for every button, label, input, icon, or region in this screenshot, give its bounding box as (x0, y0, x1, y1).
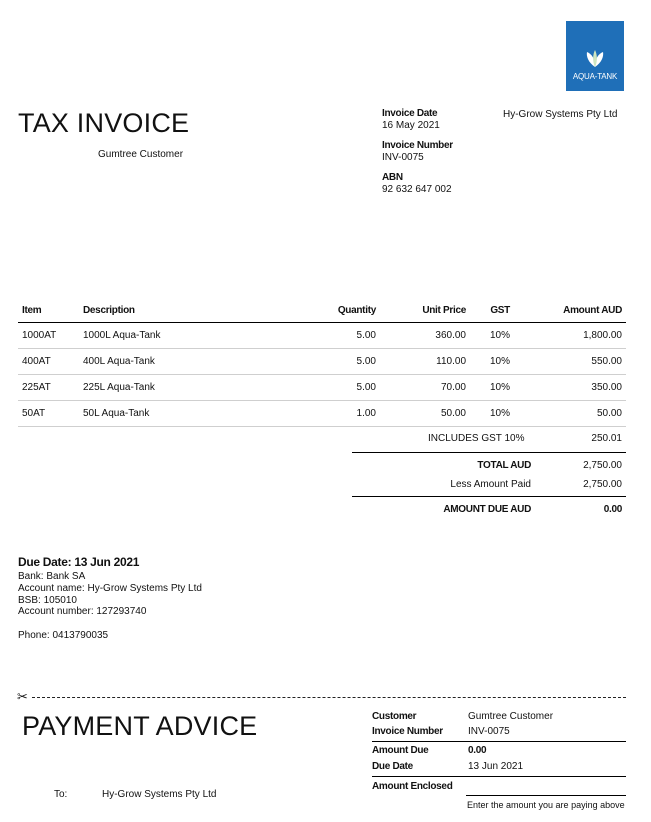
advice-number-label: Invoice Number (372, 726, 443, 737)
cell-quantity: 1.00 (300, 401, 380, 427)
company-logo (566, 21, 624, 91)
invoice-number: INV-0075 (382, 152, 424, 163)
col-quantity: Quantity (300, 300, 380, 323)
due-date: Due Date: 13 Jun 2021 (18, 555, 140, 569)
amount-due-value: 0.00 (603, 504, 622, 515)
advice-amount-due-label: Amount Due (372, 745, 429, 756)
cell-unit-price: 70.00 (380, 375, 470, 401)
col-unit-price: Unit Price (380, 300, 470, 323)
payment-advice-title: PAYMENT ADVICE (22, 711, 258, 741)
table-row (18, 323, 626, 349)
col-item: Item (18, 300, 79, 323)
cell-description: 50L Aqua-Tank (79, 401, 300, 427)
totals-divider (352, 496, 626, 497)
table-row (18, 349, 626, 375)
less-paid-value: 2,750.00 (583, 479, 622, 490)
cell-description: 400L Aqua-Tank (79, 349, 300, 375)
invoice-date: 16 May 2021 (382, 120, 440, 131)
amount-enclosed-field[interactable] (466, 795, 626, 796)
cell-item: 1000AT (18, 323, 79, 349)
cell-unit-price: 110.00 (380, 349, 470, 375)
cell-amount: 550.00 (534, 349, 626, 375)
cell-quantity: 5.00 (300, 375, 380, 401)
advice-customer: Gumtree Customer (468, 711, 554, 722)
cell-quantity: 5.00 (300, 349, 380, 375)
account-name: Account name: Hy-Grow Systems Pty Ltd (18, 583, 202, 594)
cell-quantity: 5.00 (300, 323, 380, 349)
table-row (18, 375, 626, 401)
advice-due-date-label: Due Date (372, 761, 413, 772)
bank-name: Bank: Bank SA (18, 571, 86, 582)
amount-due-label: AMOUNT DUE AUD (443, 504, 531, 515)
supplier-name: Hy-Grow Systems Pty Ltd (503, 109, 618, 120)
advice-enclosed-hint: Enter the amount you are paying above (467, 800, 625, 810)
totals-divider (352, 452, 626, 453)
cell-item: 400AT (18, 349, 79, 375)
leaf-icon (583, 49, 607, 69)
abn-label: ABN (382, 172, 403, 183)
abn-value: 92 632 647 002 (382, 184, 452, 195)
cell-amount: 350.00 (534, 375, 626, 401)
table-header-row (18, 300, 626, 323)
total-label: TOTAL AUD (477, 460, 531, 471)
total-value: 2,750.00 (583, 460, 622, 471)
cell-description: 225L Aqua-Tank (79, 375, 300, 401)
includes-gst-value: 250.01 (591, 433, 622, 444)
advice-divider (372, 776, 626, 777)
account-number: Account number: 127293740 (18, 606, 147, 617)
advice-enclosed-label: Amount Enclosed (372, 781, 453, 792)
col-amount: Amount AUD (534, 300, 626, 323)
cell-amount: 1,800.00 (534, 323, 626, 349)
cell-gst: 10% (470, 401, 534, 427)
customer-name: Gumtree Customer (98, 149, 184, 160)
cell-unit-price: 50.00 (380, 401, 470, 427)
includes-gst-label: INCLUDES GST 10% (428, 433, 525, 444)
col-gst: GST (470, 300, 534, 323)
logo-text: AQUA-TANK (572, 72, 618, 81)
scissors-icon: ✂ (17, 689, 28, 704)
cell-unit-price: 360.00 (380, 323, 470, 349)
advice-customer-label: Customer (372, 711, 417, 722)
advice-to-name: Hy-Grow Systems Pty Ltd (102, 789, 217, 800)
advice-due-date: 13 Jun 2021 (468, 761, 524, 772)
cell-gst: 10% (470, 323, 534, 349)
cell-item: 50AT (18, 401, 79, 427)
less-paid-label: Less Amount Paid (450, 479, 531, 490)
line-items-table (18, 300, 626, 427)
invoice-title: TAX INVOICE (18, 108, 190, 138)
advice-number: INV-0075 (468, 726, 510, 737)
advice-divider (372, 741, 626, 742)
advice-amount-due: 0.00 (468, 745, 487, 756)
cell-gst: 10% (470, 375, 534, 401)
cut-line (32, 697, 626, 698)
phone: Phone: 0413790035 (18, 630, 109, 641)
invoice-date-label: Invoice Date (382, 108, 438, 119)
bsb: BSB: 105010 (18, 595, 77, 606)
cell-item: 225AT (18, 375, 79, 401)
cell-description: 1000L Aqua-Tank (79, 323, 300, 349)
cell-amount: 50.00 (534, 401, 626, 427)
table-row (18, 401, 626, 427)
invoice-number-label: Invoice Number (382, 140, 453, 151)
col-description: Description (79, 300, 300, 323)
advice-to-label: To: (54, 789, 68, 800)
cell-gst: 10% (470, 349, 534, 375)
